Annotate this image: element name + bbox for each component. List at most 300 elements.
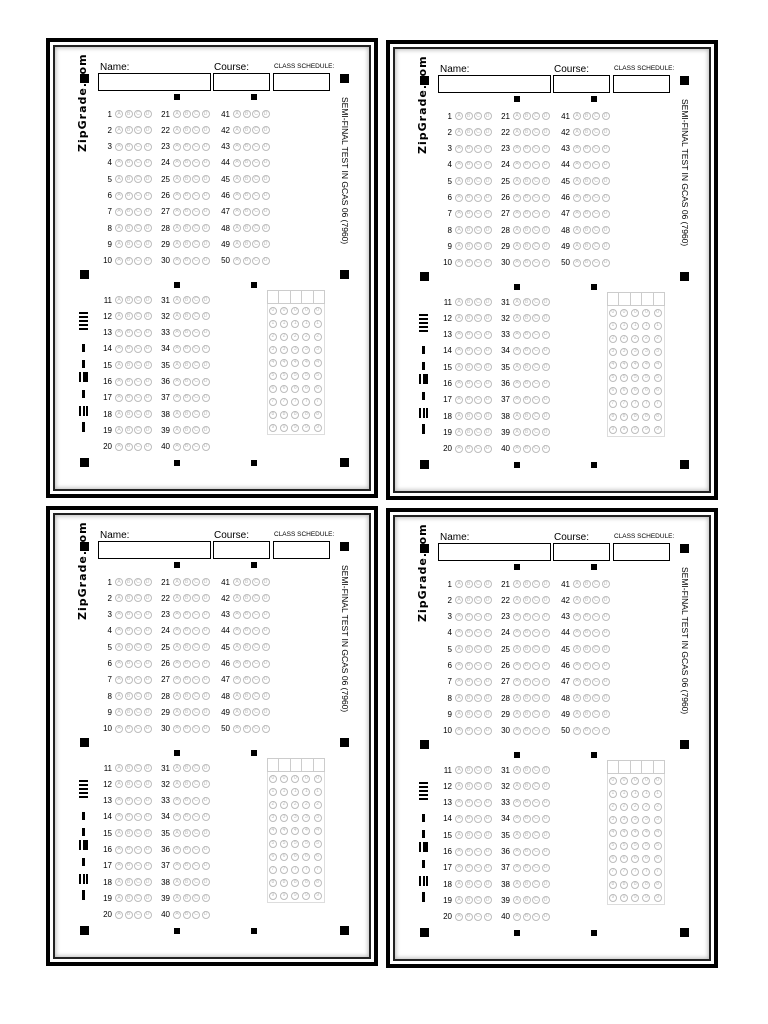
answer-bubble[interactable]: B — [583, 226, 591, 234]
student-id-digit-box[interactable] — [314, 291, 324, 303]
student-id-bubble[interactable]: 7 — [302, 398, 310, 406]
student-id-bubble[interactable]: 3 — [314, 814, 322, 822]
answer-bubble[interactable]: B — [523, 645, 531, 653]
student-id-bubble[interactable]: 5 — [291, 840, 299, 848]
answer-bubble[interactable]: D — [202, 426, 210, 434]
answer-bubble[interactable]: B — [523, 363, 531, 371]
answer-bubble[interactable]: A — [513, 613, 521, 621]
answer-bubble[interactable]: B — [243, 143, 251, 151]
answer-bubble[interactable]: B — [125, 764, 133, 772]
answer-bubble[interactable]: C — [592, 694, 600, 702]
answer-bubble[interactable]: A — [115, 578, 123, 586]
answer-bubble[interactable]: C — [252, 725, 260, 733]
answer-bubble[interactable]: B — [183, 426, 191, 434]
answer-bubble[interactable]: B — [183, 611, 191, 619]
answer-bubble[interactable]: D — [484, 428, 492, 436]
answer-bubble[interactable]: B — [465, 210, 473, 218]
answer-bubble[interactable]: A — [115, 660, 123, 668]
answer-bubble[interactable]: B — [183, 126, 191, 134]
student-id-bubble[interactable]: 8 — [291, 879, 299, 887]
answer-bubble[interactable]: B — [523, 161, 531, 169]
student-id-bubble[interactable]: 8 — [631, 413, 639, 421]
answer-bubble[interactable]: A — [573, 580, 581, 588]
student-id-bubble[interactable]: 6 — [631, 855, 639, 863]
answer-bubble[interactable]: C — [252, 594, 260, 602]
answer-bubble[interactable]: C — [474, 580, 482, 588]
answer-bubble[interactable]: A — [455, 161, 463, 169]
answer-bubble[interactable]: D — [202, 878, 210, 886]
answer-bubble[interactable]: A — [455, 880, 463, 888]
answer-bubble[interactable]: A — [455, 848, 463, 856]
answer-bubble[interactable]: A — [233, 257, 241, 265]
answer-bubble[interactable]: D — [144, 410, 152, 418]
answer-bubble[interactable]: D — [484, 363, 492, 371]
answer-bubble[interactable]: A — [573, 613, 581, 621]
student-id-bubble[interactable]: 6 — [631, 387, 639, 395]
answer-bubble[interactable]: C — [474, 710, 482, 718]
answer-bubble[interactable]: C — [134, 224, 142, 232]
answer-bubble[interactable]: A — [513, 128, 521, 136]
student-id-bubble[interactable]: 3 — [269, 814, 277, 822]
student-id-bubble[interactable]: 7 — [620, 868, 628, 876]
answer-bubble[interactable]: B — [583, 645, 591, 653]
student-id-bubble[interactable]: 6 — [291, 385, 299, 393]
answer-bubble[interactable]: D — [484, 210, 492, 218]
answer-bubble[interactable]: A — [513, 331, 521, 339]
student-id-bubble[interactable]: 2 — [302, 801, 310, 809]
answer-bubble[interactable]: B — [523, 347, 531, 355]
student-id-bubble[interactable]: 4 — [642, 361, 650, 369]
student-id-bubble[interactable]: 6 — [302, 853, 310, 861]
student-id-digit-box[interactable] — [302, 759, 313, 771]
answer-bubble[interactable]: D — [602, 242, 610, 250]
student-id-bubble[interactable]: 0 — [609, 309, 617, 317]
student-id-bubble[interactable]: 1 — [314, 320, 322, 328]
answer-bubble[interactable]: C — [592, 662, 600, 670]
answer-bubble[interactable]: A — [513, 194, 521, 202]
answer-bubble[interactable]: C — [532, 242, 540, 250]
class-schedule-field[interactable] — [613, 543, 670, 561]
answer-bubble[interactable]: D — [542, 363, 550, 371]
answer-bubble[interactable]: C — [134, 829, 142, 837]
answer-bubble[interactable]: A — [573, 710, 581, 718]
student-id-bubble[interactable]: 9 — [291, 892, 299, 900]
answer-bubble[interactable]: B — [523, 848, 531, 856]
student-id-digit-box[interactable] — [302, 291, 313, 303]
answer-bubble[interactable]: D — [144, 143, 152, 151]
answer-bubble[interactable]: B — [183, 394, 191, 402]
answer-bubble[interactable]: C — [192, 394, 200, 402]
student-id-bubble[interactable]: 0 — [654, 309, 662, 317]
answer-bubble[interactable]: D — [202, 159, 210, 167]
answer-bubble[interactable]: A — [115, 175, 123, 183]
student-id-bubble[interactable]: 1 — [314, 788, 322, 796]
answer-bubble[interactable]: C — [134, 410, 142, 418]
answer-bubble[interactable]: C — [592, 128, 600, 136]
answer-bubble[interactable]: C — [532, 848, 540, 856]
answer-bubble[interactable]: B — [243, 594, 251, 602]
answer-bubble[interactable]: C — [532, 710, 540, 718]
answer-bubble[interactable]: D — [144, 426, 152, 434]
student-id-bubble[interactable]: 0 — [654, 777, 662, 785]
answer-bubble[interactable]: C — [192, 627, 200, 635]
answer-bubble[interactable]: A — [455, 445, 463, 453]
answer-bubble[interactable]: C — [532, 347, 540, 355]
answer-bubble[interactable]: C — [134, 862, 142, 870]
answer-bubble[interactable]: A — [513, 727, 521, 735]
student-id-bubble[interactable]: 6 — [291, 853, 299, 861]
answer-bubble[interactable]: C — [134, 312, 142, 320]
answer-bubble[interactable]: B — [465, 161, 473, 169]
answer-bubble[interactable]: C — [474, 298, 482, 306]
answer-bubble[interactable]: D — [202, 143, 210, 151]
student-id-bubble[interactable]: 1 — [631, 790, 639, 798]
answer-bubble[interactable]: C — [134, 627, 142, 635]
student-id-bubble[interactable]: 5 — [631, 374, 639, 382]
answer-bubble[interactable]: B — [183, 911, 191, 919]
answer-bubble[interactable]: B — [125, 159, 133, 167]
answer-bubble[interactable]: D — [484, 727, 492, 735]
answer-bubble[interactable]: A — [455, 799, 463, 807]
answer-bubble[interactable]: B — [183, 660, 191, 668]
answer-bubble[interactable]: A — [455, 629, 463, 637]
answer-bubble[interactable]: C — [134, 257, 142, 265]
answer-bubble[interactable]: A — [115, 764, 123, 772]
answer-bubble[interactable]: D — [202, 611, 210, 619]
student-id-bubble[interactable]: 2 — [291, 801, 299, 809]
answer-bubble[interactable]: A — [455, 177, 463, 185]
answer-bubble[interactable]: C — [592, 177, 600, 185]
student-id-bubble[interactable]: 0 — [269, 775, 277, 783]
answer-bubble[interactable]: B — [125, 660, 133, 668]
answer-bubble[interactable]: C — [532, 112, 540, 120]
answer-bubble[interactable]: A — [115, 725, 123, 733]
student-id-bubble[interactable]: 5 — [642, 374, 650, 382]
student-id-bubble[interactable]: 4 — [642, 829, 650, 837]
answer-bubble[interactable]: D — [484, 112, 492, 120]
student-id-bubble[interactable]: 8 — [291, 411, 299, 419]
answer-bubble[interactable]: B — [183, 312, 191, 320]
answer-bubble[interactable]: A — [455, 782, 463, 790]
student-id-bubble[interactable]: 1 — [291, 320, 299, 328]
answer-bubble[interactable]: B — [523, 412, 531, 420]
answer-bubble[interactable]: C — [532, 226, 540, 234]
student-id-bubble[interactable]: 7 — [314, 866, 322, 874]
answer-bubble[interactable]: B — [523, 782, 531, 790]
answer-bubble[interactable]: A — [513, 848, 521, 856]
answer-bubble[interactable]: B — [125, 126, 133, 134]
student-id-bubble[interactable]: 7 — [654, 400, 662, 408]
student-id-bubble[interactable]: 8 — [620, 881, 628, 889]
answer-bubble[interactable]: C — [134, 813, 142, 821]
answer-bubble[interactable]: C — [192, 797, 200, 805]
answer-bubble[interactable]: D — [144, 862, 152, 870]
student-id-bubble[interactable]: 2 — [302, 333, 310, 341]
answer-bubble[interactable]: A — [573, 242, 581, 250]
student-id-bubble[interactable]: 6 — [620, 855, 628, 863]
student-id-bubble[interactable]: 4 — [314, 359, 322, 367]
student-id-bubble[interactable]: 7 — [609, 400, 617, 408]
student-id-digit-box[interactable] — [642, 761, 653, 773]
answer-bubble[interactable]: B — [125, 627, 133, 635]
student-id-bubble[interactable]: 7 — [620, 400, 628, 408]
answer-bubble[interactable]: A — [455, 298, 463, 306]
student-id-bubble[interactable]: 2 — [314, 333, 322, 341]
answer-bubble[interactable]: B — [583, 694, 591, 702]
answer-bubble[interactable]: C — [192, 829, 200, 837]
student-id-bubble[interactable]: 4 — [269, 827, 277, 835]
answer-bubble[interactable]: D — [262, 578, 270, 586]
answer-bubble[interactable]: A — [233, 126, 241, 134]
answer-bubble[interactable]: A — [233, 643, 241, 651]
answer-bubble[interactable]: A — [573, 112, 581, 120]
answer-bubble[interactable]: A — [173, 643, 181, 651]
answer-bubble[interactable]: D — [202, 126, 210, 134]
student-id-bubble[interactable]: 1 — [291, 788, 299, 796]
answer-bubble[interactable]: A — [233, 143, 241, 151]
student-id-bubble[interactable]: 0 — [302, 775, 310, 783]
answer-bubble[interactable]: A — [573, 629, 581, 637]
answer-bubble[interactable]: D — [602, 259, 610, 267]
answer-bubble[interactable]: B — [583, 112, 591, 120]
student-id-bubble[interactable]: 3 — [642, 816, 650, 824]
student-id-bubble[interactable]: 8 — [314, 411, 322, 419]
answer-bubble[interactable]: C — [592, 112, 600, 120]
student-id-bubble[interactable]: 2 — [280, 333, 288, 341]
answer-bubble[interactable]: C — [474, 331, 482, 339]
answer-bubble[interactable]: A — [173, 345, 181, 353]
answer-bubble[interactable]: A — [455, 613, 463, 621]
answer-bubble[interactable]: C — [134, 110, 142, 118]
answer-bubble[interactable]: D — [202, 394, 210, 402]
answer-bubble[interactable]: D — [144, 378, 152, 386]
answer-bubble[interactable]: D — [202, 329, 210, 337]
answer-bubble[interactable]: D — [542, 347, 550, 355]
answer-bubble[interactable]: C — [192, 846, 200, 854]
answer-bubble[interactable]: D — [262, 627, 270, 635]
answer-bubble[interactable]: D — [144, 443, 152, 451]
answer-bubble[interactable]: D — [202, 911, 210, 919]
answer-bubble[interactable]: C — [532, 896, 540, 904]
answer-bubble[interactable]: A — [455, 831, 463, 839]
answer-bubble[interactable]: C — [192, 378, 200, 386]
answer-bubble[interactable]: C — [532, 396, 540, 404]
answer-bubble[interactable]: A — [173, 829, 181, 837]
answer-bubble[interactable]: C — [532, 766, 540, 774]
answer-bubble[interactable]: D — [602, 678, 610, 686]
answer-bubble[interactable]: A — [513, 428, 521, 436]
answer-bubble[interactable]: B — [523, 445, 531, 453]
student-id-digit-box[interactable] — [291, 291, 302, 303]
answer-bubble[interactable]: C — [134, 643, 142, 651]
student-id-bubble[interactable]: 9 — [280, 892, 288, 900]
answer-bubble[interactable]: A — [513, 161, 521, 169]
answer-bubble[interactable]: A — [173, 110, 181, 118]
student-id-bubble[interactable]: 3 — [280, 346, 288, 354]
answer-bubble[interactable]: A — [455, 242, 463, 250]
answer-bubble[interactable]: D — [202, 829, 210, 837]
student-id-bubble[interactable]: 5 — [609, 842, 617, 850]
answer-bubble[interactable]: D — [484, 226, 492, 234]
answer-bubble[interactable]: C — [134, 878, 142, 886]
answer-bubble[interactable]: C — [192, 878, 200, 886]
answer-bubble[interactable]: D — [542, 848, 550, 856]
student-id-bubble[interactable]: 3 — [654, 816, 662, 824]
answer-bubble[interactable]: D — [202, 443, 210, 451]
student-id-bubble[interactable]: 1 — [642, 322, 650, 330]
answer-bubble[interactable]: B — [125, 611, 133, 619]
answer-bubble[interactable]: B — [523, 913, 531, 921]
answer-bubble[interactable]: B — [583, 727, 591, 735]
answer-bubble[interactable]: C — [192, 143, 200, 151]
answer-bubble[interactable]: C — [252, 175, 260, 183]
answer-bubble[interactable]: D — [542, 194, 550, 202]
answer-bubble[interactable]: B — [243, 643, 251, 651]
answer-bubble[interactable]: B — [523, 766, 531, 774]
answer-bubble[interactable]: A — [455, 596, 463, 604]
answer-bubble[interactable]: B — [465, 727, 473, 735]
student-id-digit-box[interactable] — [619, 293, 630, 305]
answer-bubble[interactable]: A — [573, 210, 581, 218]
answer-bubble[interactable]: B — [243, 660, 251, 668]
student-id-digit-box[interactable] — [314, 759, 324, 771]
answer-bubble[interactable]: C — [532, 880, 540, 888]
student-id-bubble[interactable]: 8 — [654, 413, 662, 421]
answer-bubble[interactable]: A — [513, 831, 521, 839]
student-id-bubble[interactable]: 8 — [269, 879, 277, 887]
answer-bubble[interactable]: C — [134, 192, 142, 200]
student-id-bubble[interactable]: 6 — [269, 385, 277, 393]
answer-bubble[interactable]: C — [252, 208, 260, 216]
answer-bubble[interactable]: A — [115, 143, 123, 151]
answer-bubble[interactable]: B — [125, 426, 133, 434]
answer-bubble[interactable]: D — [144, 240, 152, 248]
student-id-bubble[interactable]: 8 — [280, 411, 288, 419]
answer-bubble[interactable]: B — [183, 780, 191, 788]
course-field[interactable] — [553, 543, 610, 561]
answer-bubble[interactable]: B — [125, 643, 133, 651]
answer-bubble[interactable]: A — [115, 208, 123, 216]
answer-bubble[interactable]: A — [513, 815, 521, 823]
answer-bubble[interactable]: D — [542, 880, 550, 888]
answer-bubble[interactable]: A — [513, 710, 521, 718]
answer-bubble[interactable]: C — [192, 329, 200, 337]
answer-bubble[interactable]: C — [252, 159, 260, 167]
answer-bubble[interactable]: D — [144, 676, 152, 684]
student-id-digit-box[interactable] — [608, 293, 619, 305]
answer-bubble[interactable]: A — [115, 296, 123, 304]
student-id-bubble[interactable]: 9 — [302, 892, 310, 900]
student-id-bubble[interactable]: 8 — [302, 411, 310, 419]
answer-bubble[interactable]: A — [115, 224, 123, 232]
student-id-bubble[interactable]: 4 — [291, 827, 299, 835]
student-id-bubble[interactable]: 9 — [654, 894, 662, 902]
answer-bubble[interactable]: C — [532, 412, 540, 420]
answer-bubble[interactable]: B — [465, 445, 473, 453]
answer-bubble[interactable]: C — [532, 145, 540, 153]
answer-bubble[interactable]: C — [592, 242, 600, 250]
answer-bubble[interactable]: A — [115, 611, 123, 619]
answer-bubble[interactable]: C — [532, 694, 540, 702]
answer-bubble[interactable]: D — [542, 645, 550, 653]
answer-bubble[interactable]: D — [484, 799, 492, 807]
answer-bubble[interactable]: B — [183, 594, 191, 602]
answer-bubble[interactable]: C — [134, 426, 142, 434]
name-field[interactable] — [98, 73, 211, 91]
answer-bubble[interactable]: A — [233, 159, 241, 167]
student-id-bubble[interactable]: 0 — [280, 775, 288, 783]
student-id-bubble[interactable]: 9 — [620, 894, 628, 902]
student-id-bubble[interactable]: 0 — [269, 307, 277, 315]
answer-bubble[interactable]: A — [115, 894, 123, 902]
answer-bubble[interactable]: D — [542, 380, 550, 388]
student-id-bubble[interactable]: 7 — [280, 866, 288, 874]
answer-bubble[interactable]: A — [173, 159, 181, 167]
answer-bubble[interactable]: B — [465, 629, 473, 637]
answer-bubble[interactable]: B — [183, 143, 191, 151]
answer-bubble[interactable]: B — [523, 194, 531, 202]
answer-bubble[interactable]: C — [192, 708, 200, 716]
answer-bubble[interactable]: C — [532, 662, 540, 670]
answer-bubble[interactable]: A — [115, 426, 123, 434]
answer-bubble[interactable]: C — [592, 645, 600, 653]
answer-bubble[interactable]: A — [233, 611, 241, 619]
answer-bubble[interactable]: C — [192, 192, 200, 200]
student-id-bubble[interactable]: 2 — [314, 801, 322, 809]
answer-bubble[interactable]: C — [134, 660, 142, 668]
answer-bubble[interactable]: C — [192, 764, 200, 772]
answer-bubble[interactable]: D — [542, 710, 550, 718]
answer-bubble[interactable]: C — [474, 678, 482, 686]
answer-bubble[interactable]: C — [474, 396, 482, 404]
student-id-bubble[interactable]: 8 — [280, 879, 288, 887]
answer-bubble[interactable]: B — [243, 224, 251, 232]
answer-bubble[interactable]: C — [592, 629, 600, 637]
answer-bubble[interactable]: C — [134, 611, 142, 619]
answer-bubble[interactable]: A — [455, 128, 463, 136]
answer-bubble[interactable]: C — [532, 864, 540, 872]
answer-bubble[interactable]: B — [523, 629, 531, 637]
answer-bubble[interactable]: B — [125, 846, 133, 854]
answer-bubble[interactable]: B — [183, 443, 191, 451]
student-id-bubble[interactable]: 1 — [620, 322, 628, 330]
student-id-bubble[interactable]: 2 — [269, 801, 277, 809]
answer-bubble[interactable]: D — [484, 161, 492, 169]
student-id-bubble[interactable]: 6 — [280, 385, 288, 393]
answer-bubble[interactable]: A — [233, 224, 241, 232]
answer-bubble[interactable]: A — [115, 911, 123, 919]
answer-bubble[interactable]: A — [455, 314, 463, 322]
answer-bubble[interactable]: C — [134, 208, 142, 216]
answer-bubble[interactable]: A — [513, 259, 521, 267]
answer-bubble[interactable]: C — [134, 143, 142, 151]
answer-bubble[interactable]: C — [532, 613, 540, 621]
answer-bubble[interactable]: A — [173, 240, 181, 248]
answer-bubble[interactable]: C — [532, 161, 540, 169]
student-id-bubble[interactable]: 0 — [642, 777, 650, 785]
student-id-bubble[interactable]: 5 — [269, 372, 277, 380]
answer-bubble[interactable]: A — [455, 662, 463, 670]
answer-bubble[interactable]: A — [233, 708, 241, 716]
answer-bubble[interactable]: A — [233, 627, 241, 635]
answer-bubble[interactable]: B — [465, 694, 473, 702]
answer-bubble[interactable]: B — [183, 764, 191, 772]
answer-bubble[interactable]: A — [513, 314, 521, 322]
student-id-bubble[interactable]: 7 — [642, 868, 650, 876]
answer-bubble[interactable]: B — [523, 380, 531, 388]
student-id-bubble[interactable]: 3 — [631, 348, 639, 356]
answer-bubble[interactable]: B — [183, 296, 191, 304]
